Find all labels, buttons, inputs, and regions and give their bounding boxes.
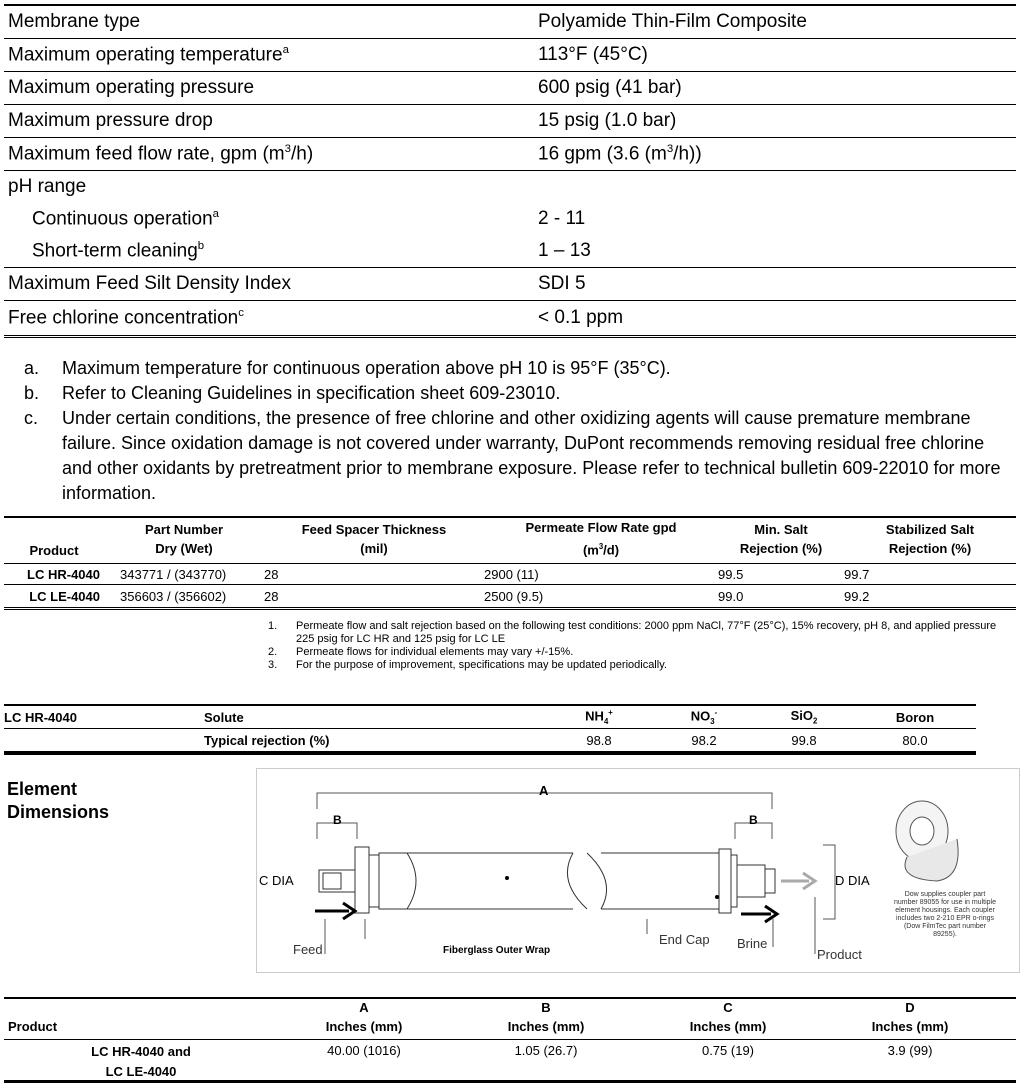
cell-permeate-flow: 2900 (11) [484, 566, 539, 582]
cell-min-salt: 99.5 [718, 566, 744, 582]
cell-c: 0.75 (19) [701, 1043, 755, 1058]
solute-boron: Boron [895, 709, 935, 725]
header-product: Product [29, 543, 79, 558]
spec-row-max-temperature [4, 39, 1016, 72]
spec-row-short-term-cleaning [4, 235, 1016, 268]
dimension-a-label: A [539, 783, 549, 798]
solute-header-row [4, 706, 976, 729]
header-stabilized-salt-rejection: Stabilized Salt Rejection (%) [885, 522, 975, 556]
spec-value: 1 – 13 [538, 240, 591, 261]
header-a: A Inches (mm) [325, 1000, 403, 1034]
spec-label: Maximum operating temperature [8, 44, 283, 66]
spec-row-membrane-type [4, 6, 1016, 39]
spec-label: pH range [8, 176, 87, 197]
header-feed-spacer: Feed Spacer Thickness (mil) [301, 522, 447, 556]
spec-value: 600 psig (41 bar) [538, 77, 682, 98]
spec-value: 2 - 11 [538, 208, 586, 229]
note-item: b. Refer to Cleaning Guidelines in specification sheet 609-23010. [24, 383, 561, 403]
cell-d: 3.9 (99) [887, 1043, 933, 1058]
dimension-b-left-label: B [333, 813, 342, 827]
spec-row-max-pressure-drop [4, 105, 1016, 138]
element-diagram [256, 768, 1020, 973]
cell-product: LC LE-4040 [29, 588, 100, 604]
footnote-marker: c [238, 306, 244, 319]
table-row [4, 585, 1016, 610]
spec-label: Free chlorine concentration [8, 307, 239, 329]
value-boron: 80.0 [902, 732, 928, 748]
spec-notes [24, 356, 1014, 506]
product-table [4, 516, 1016, 610]
typical-rejection-label: Typical rejection (%) [204, 732, 330, 748]
header-b: B Inches (mm) [507, 1000, 585, 1034]
spec-label: Membrane type [8, 11, 141, 32]
outer-wrap-label: Fiberglass Outer Wrap [443, 945, 551, 956]
cell-min-salt: 99.0 [718, 588, 744, 604]
footnote-item: 2. Permeate flows for individual elements may vary +/-15%. [268, 646, 574, 658]
element-dimensions-title: Element Dimensions [7, 779, 110, 822]
cell-b: 1.05 (26.7) [514, 1043, 578, 1058]
header-min-salt-rejection: Min. Salt Rejection (%) [739, 522, 823, 556]
note-item: a. Maximum temperature for continuous operation above pH 10 is 95°F (35°C). [24, 358, 671, 378]
cell-part-number: 356603 / (356602) [120, 588, 227, 604]
spec-label: Maximum Feed Silt Density Index [8, 273, 291, 294]
solute-sio2: SiO$_2$ [790, 708, 818, 726]
solute-label: Solute [204, 709, 244, 725]
spec-value: 16 gpm (3.6 (m [538, 143, 667, 165]
cell-product: LC HR-4040 and LC LE-4040 [91, 1044, 191, 1079]
value-no3: 98.2 [691, 732, 717, 748]
header-d: D Inches (mm) [871, 1000, 949, 1034]
brine-label: Brine [737, 936, 768, 951]
footnote-marker: a [282, 43, 289, 56]
spec-row-max-sdi [4, 268, 1016, 301]
solute-rejection-table [4, 704, 976, 755]
specifications-table [4, 4, 1016, 338]
value-nh4: 98.8 [586, 732, 612, 748]
cell-feed-spacer: 28 [264, 566, 279, 582]
header-product: Product [8, 1019, 58, 1034]
spec-label: Maximum pressure drop [8, 110, 213, 131]
dimensions-table [4, 997, 1016, 1083]
spec-row-ph-range [4, 171, 1016, 203]
spec-label: Continuous operation [32, 208, 213, 230]
end-cap-label: End Cap [659, 932, 710, 947]
spec-value: SDI 5 [538, 273, 586, 294]
spec-row-free-chlorine [4, 301, 1016, 338]
cell-product: LC HR-4040 [27, 566, 100, 582]
cell-part-number: 343771 / (343770) [120, 566, 227, 582]
feed-label: Feed [293, 942, 323, 957]
cell-a: 40.00 (1016) [327, 1043, 401, 1058]
c-dia-label: C DIA [259, 873, 294, 888]
cell-feed-spacer: 28 [264, 588, 279, 604]
product-label: Product [817, 947, 862, 962]
footnote-marker: a [212, 207, 219, 220]
solute-nh4: $NH_4^+$ [585, 708, 613, 726]
table-row [4, 1040, 1016, 1083]
spec-row-max-feed-flow: Maximum feed flow rate, gpm $(m^3/h)$ 16 gpm (3.6 $(m^3/h)$) [4, 138, 1016, 171]
cell-permeate-flow: 2500 (9.5) [484, 588, 544, 604]
footnote-marker: b [197, 239, 205, 252]
header-c: C Inches (mm) [689, 1000, 767, 1034]
product-table-header [4, 518, 1016, 564]
cell-stabilized-salt: 99.7 [844, 566, 870, 582]
spec-value: Polyamide Thin-Film Composite [538, 11, 807, 32]
solute-no3: $NO_3^-$ [690, 708, 718, 726]
spec-row-max-pressure [4, 72, 1016, 105]
header-permeate-flow: Permeate Flow Rate gpd $(m^3/d)$ [525, 520, 677, 558]
spec-label: Maximum feed flow rate, gpm (m [8, 143, 285, 165]
header-part-number: Part Number Dry (Wet) [144, 522, 224, 556]
solute-values-row [4, 729, 976, 755]
value-sio2: 99.8 [791, 732, 817, 748]
spec-label: Short-term cleaning [32, 240, 198, 262]
spec-label: Maximum operating pressure [8, 77, 255, 98]
footnote-item: 1. Permeate flow and salt rejection based on the following test conditions: 2000 ppm NaCl, 77°F (25°C), 15% recovery, pH 8, and applied pressure 225 psig for LC HR and 125 psig for LC LE [268, 620, 997, 645]
dimensions-header [4, 999, 1016, 1040]
spec-row-continuous-operation [4, 203, 1016, 235]
cell-stabilized-salt: 99.2 [844, 588, 870, 604]
element-diagram-drawing [257, 769, 1021, 974]
table-row [4, 564, 1016, 585]
coupler-caption: Dow supplies coupler part number 89055 for use in multiple element housings. Each coupler includes two 2-210 EPR o-rings (Dow FilmTec part number 89255). [894, 891, 996, 938]
note-item: c. Under certain conditions, the presence of free chlorine and other oxidizing agents will cause premature membrane failure. Since oxidation damage is not covered under warranty, DuPont recommends removing residual free chlorine and other oxidants by pretreatment prior to membrane exposure. Please refer to technical bulletin 609-22010 for more information. [24, 408, 1001, 503]
spec-value: 15 psig (1.0 bar) [538, 110, 677, 131]
dimension-b-right-label: B [749, 813, 758, 827]
product-footnotes [268, 620, 1008, 672]
footnote-item: 3. For the purpose of improvement, specifications may be updated periodically. [268, 659, 667, 671]
solute-product: LC HR-4040 [4, 709, 77, 725]
spec-value: 113°F (45°C) [538, 44, 648, 65]
spec-value: < 0.1 ppm [538, 307, 624, 328]
d-dia-label: D DIA [835, 873, 870, 888]
